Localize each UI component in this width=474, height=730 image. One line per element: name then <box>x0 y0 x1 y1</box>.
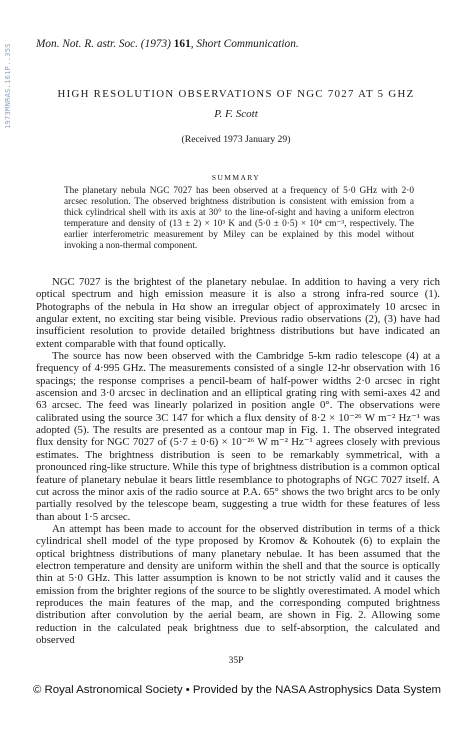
article-title: HIGH RESOLUTION OBSERVATIONS OF NGC 7027 AT 5 GHZ <box>57 88 415 100</box>
summary-heading: SUMMARY <box>211 173 261 182</box>
copyright-footer: © Royal Astronomical Society • Provided by the NASA Astrophysics Data System <box>32 684 442 696</box>
bibcode-stamp: 1973MNRAS.161P..35S <box>4 43 12 129</box>
page-number: 35P <box>228 656 244 666</box>
body-paragraph: NGC 7027 is the brightest of the planetary nebulae. In addition to having a very rich optical spectrum and high emission measure it is also a strong infra-red source (1). Photographs of the nebula in Hα show an irregular object of approximately 10 arcsec in angular extent, no exciting star being visible. Previous radio observations (2), (3) have had insufficient resolution to provide detailed brightness distributions but have indicated an extent comparable with that found optically. <box>36 276 440 350</box>
article-body <box>36 276 440 646</box>
received-date: (Received 1973 January 29) <box>181 134 291 145</box>
section-label: , Short Communication. <box>190 38 299 50</box>
volume-number: 161 <box>173 38 191 50</box>
author-name: P. F. Scott <box>214 108 258 120</box>
body-paragraph: The source has now been observed with the Cambridge 5-km radio telescope (4) at a frequency of 4·995 GHz. The measurements consisted of a single 12-hr observation with 16 spacings; the response comprises a pencil-beam of half-power widths 2·0 arcsec in right ascension and 3·0 arcsec in declination and an elliptical grating ring with semi-axes 42 and 63 arcsec. The feed was linearly polarized in position angle 0°. The observations were calibrated using the source 3C 147 for which a flux density of 8·2 × 10⁻²⁶ W m⁻² Hz⁻¹ was adopted (5). The results are presented as a contour map in Fig. 1. The observed integrated flux density for NGC 7027 of (5·7 ± 0·6) × 10⁻²⁶ W m⁻² Hz⁻¹ agrees closely with previous estimates. The brightness distribution is seen to be remarkably symmetrical, with a pronounced ring-like structure. While this type of brightness distribution is a common optical feature of planetary nebulae it bears little resemblance to photographs of NGC 7027 itself. A cut across the minor axis of the radio source at P.A. 65° shows the two bright arcs to be only partially resolved by the telescope beam, suggesting a true width for these features of less than about 1·5 arcsec. <box>36 350 440 523</box>
journal-reference: Mon. Not. R. astr. Soc. (1973) <box>36 38 171 50</box>
summary-text: The planetary nebula NGC 7027 has been observed at a frequency of 5·0 GHz with 2·0 arcsec resolution. The observed brightness distribution is consistent with emission from a thick cylindrical shell with its axis at 30° to the line-of-sight and having a uniform electron temperature and density of (13 ± 2) × 10³ K and (5·0 ± 0·5) × 10⁴ cm⁻³, respectively. The earlier interferometric measurement by Miley can be explained by this model without invoking a non-thermal component. <box>64 186 414 251</box>
journal-header <box>36 38 456 50</box>
body-paragraph: An attempt has been made to account for the observed distribution in terms of a thick cylindrical shell model of the type proposed by Kromov & Kohoutek (6) to explain the optical brightness distributions of many planetary nebulae. It has been assumed that the electron temperature and density are uniform within the shell and that the source is optically thin at 5·0 GHz. This latter assumption is known to be not strictly valid and it causes the emission from the brighter regions of the source to be slightly overestimated. A model which reproduces the main features of the map, and the corresponding computed brightness distribution after convolution by the aerial beam, are shown in Fig. 2. Allowing some reduction in the calculated peak brightness due to self-absorption, the calculated and observed <box>36 522 440 646</box>
